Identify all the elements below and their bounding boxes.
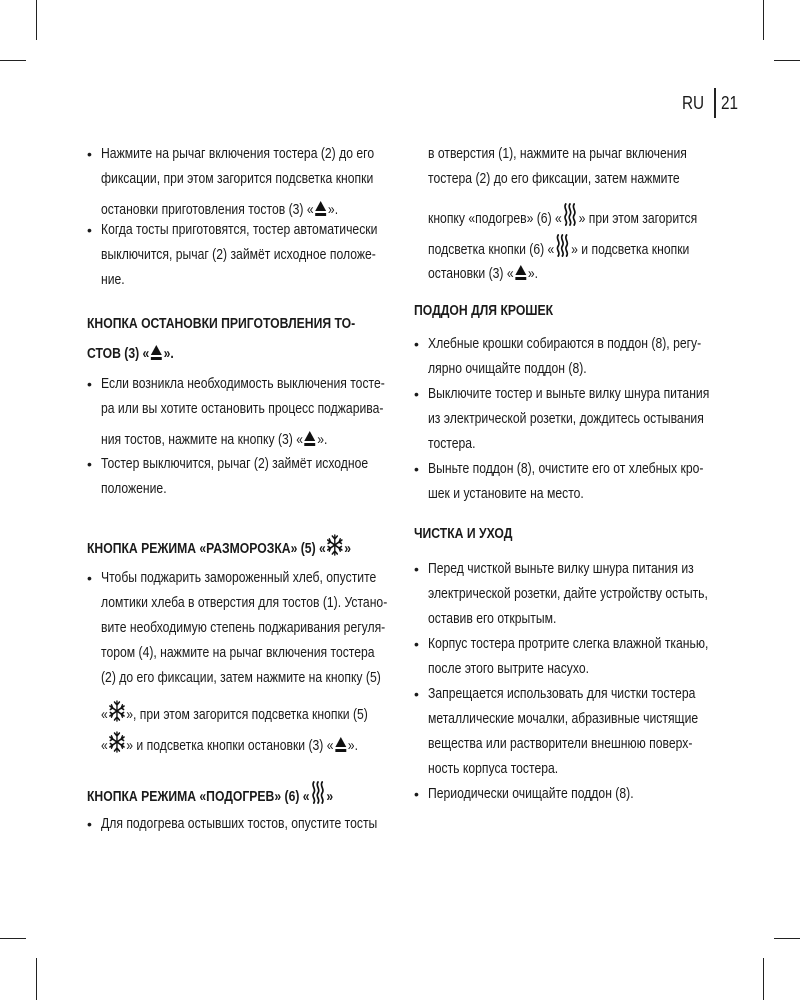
list-item [87,456,389,472]
bullet: • [87,570,92,586]
text-row [414,202,714,227]
defrost-snowflake-icon [109,731,126,753]
text-line: тором (4), нажмите на рычаг включения тостера [101,645,375,661]
text-line: Тостер выключится, рычаг (2) займёт исходное [101,456,369,472]
list-item [414,561,714,577]
defrost-snowflake-icon [109,700,126,722]
text-line: ломтики хлеба в отверстия для тостов (1). Устано- [101,595,388,611]
text-row [414,411,714,427]
text-row [87,595,389,611]
text-row [414,661,714,677]
section-heading: ПОДДОН ДЛЯ КРОШЕК [414,303,554,319]
list-item [414,636,714,652]
list-item [87,376,389,392]
text-line: « » и подсветка кнопки остановки (3) « ». [101,731,358,754]
reheat-waves-icon [563,202,578,226]
bullet: • [414,336,419,352]
text-line: Выключите тостер и выньте вилку шнура питания [428,386,710,402]
text-line: Хлебные крошки собираются в поддон (8), регу- [428,336,702,352]
text-row [414,736,714,752]
text-row [87,700,389,723]
bullet: • [414,786,419,802]
crop-mark [36,0,37,40]
section-heading: КНОПКА РЕЖИМА «РАЗМОРОЗКА» (5) « » [87,534,389,557]
text-line: Если возникла необходимость выключения тосте- [101,376,385,392]
text-row [87,247,389,263]
bullet: • [87,146,92,162]
text-line: тостера. [428,436,476,452]
list-item [414,786,714,802]
text-line: металлические мочалки, абразивные чистящие [428,711,699,727]
text-row [414,361,714,377]
text-line: выключится, рычаг (2) займёт исходное положе- [101,247,376,263]
text-line: Нажмите на рычаг включения тостера (2) до его [101,146,375,162]
text-line: подсветка кнопки (6) « » и подсветка кнопки [428,233,689,258]
crop-mark [774,938,800,939]
text-row [414,264,714,282]
bullet: • [414,561,419,577]
text-line: ность корпуса тостера. [428,761,559,777]
list-item [414,461,714,477]
section-heading: КНОПКА ОСТАНОВКИ ПРИГОТОВЛЕНИЯ ТО- [87,316,356,332]
bullet: • [87,222,92,238]
section-heading: ЧИСТКА И УХОД [414,526,513,542]
section-heading: КНОПКА РЕЖИМА «ПОДОГРЕВ» (6) « » [87,780,389,805]
text-row [414,233,714,258]
text-line: ния тостов, нажмите на кнопку (3) « ». [101,432,328,448]
text-line: лярно очищайте поддон (8). [428,361,587,377]
crop-mark [36,958,37,1000]
list-item [414,336,714,352]
text-row [87,620,389,636]
bullet: • [414,386,419,402]
stop-eject-icon [514,264,527,281]
text-line: Когда тосты приготовятся, тостер автоматически [101,222,378,238]
text-line: Чтобы поджарить замороженный хлеб, опустите [101,570,377,586]
text-row [87,401,389,417]
text-row [414,711,714,727]
text-line: в отверстия (1), нажмите на рычаг включения [428,146,687,162]
text-line: кнопку «подогрев» (6) « » при этом загорится [428,202,697,227]
reheat-waves-icon [555,233,570,257]
text-line: вите необходимую степень поджаривания регуля- [101,620,386,636]
stop-eject-icon [304,430,317,447]
text-line: положение. [101,481,167,497]
text-line: Выньте поддон (8), очистите его от хлебных кро- [428,461,704,477]
bullet: • [414,461,419,477]
language-code: RU [682,93,705,113]
defrost-snowflake-icon [327,534,344,556]
text-line: (2) до его фиксации, затем нажмите на кнопку (5) [101,670,381,686]
text-line: Перед чисткой выньте вилку шнура питания из [428,561,694,577]
text-row [414,436,714,452]
text-line: остановки (3) « ». [428,266,539,282]
text-line: Запрещается использовать для чистки тостера [428,686,696,702]
section-heading: СТОВ (3) « ». [87,346,174,362]
text-line: ра или вы хотите остановить процесс поджарива- [101,401,384,417]
text-row [87,272,389,288]
text-line: после этого вытрите насухо. [428,661,590,677]
text-row [414,761,714,777]
crop-mark [763,0,764,40]
text-row [87,171,389,187]
list-item [87,146,389,162]
text-row [87,481,389,497]
text-row [414,486,714,502]
text-line: шек и установите на место. [428,486,584,502]
text-row [87,670,389,686]
text-row [414,146,714,162]
text-line: электрической розетки, дайте устройству остыть, [428,586,708,602]
list-item [87,570,389,586]
text-row [414,586,714,602]
text-row [87,731,389,754]
bullet: • [414,686,419,702]
text-row [414,611,714,627]
stop-eject-icon [314,200,327,217]
crop-mark [774,60,800,61]
bullet: • [87,816,92,832]
text-row [87,200,389,218]
text-line: « », при этом загорится подсветка кнопки (5) [101,700,368,723]
reheat-waves-icon [310,780,325,804]
stop-eject-icon [334,736,347,753]
list-item [414,686,714,702]
text-line: тостера (2) до его фиксации, затем нажмите [428,171,680,187]
stop-eject-icon [150,344,163,361]
list-item [87,222,389,238]
page-number: 21 [721,93,739,113]
text-line: ние. [101,272,125,288]
bullet: • [414,636,419,652]
page-header [676,88,766,118]
bullet: • [87,376,92,392]
text-line: фиксации, при этом загорится подсветка кнопки [101,171,374,187]
text-row [414,171,714,187]
crop-mark [0,938,26,939]
text-row [87,645,389,661]
text-line: Для подогрева остывших тостов, опустите тосты [101,816,378,832]
text-line: Корпус тостера протрите слегка влажной тканью, [428,636,709,652]
header-divider [714,88,716,118]
list-item [414,386,714,402]
text-line: остановки приготовления тостов (3) « ». [101,202,339,218]
text-line: Периодически очищайте поддон (8). [428,786,634,802]
crop-mark [763,958,764,1000]
crop-mark [0,60,26,61]
text-line: из электрической розетки, дождитесь остывания [428,411,704,427]
list-item [87,816,389,832]
bullet: • [87,456,92,472]
text-line: вещества или растворители внешнюю поверх- [428,736,693,752]
text-line: оставив его открытым. [428,611,557,627]
text-row [87,430,389,448]
